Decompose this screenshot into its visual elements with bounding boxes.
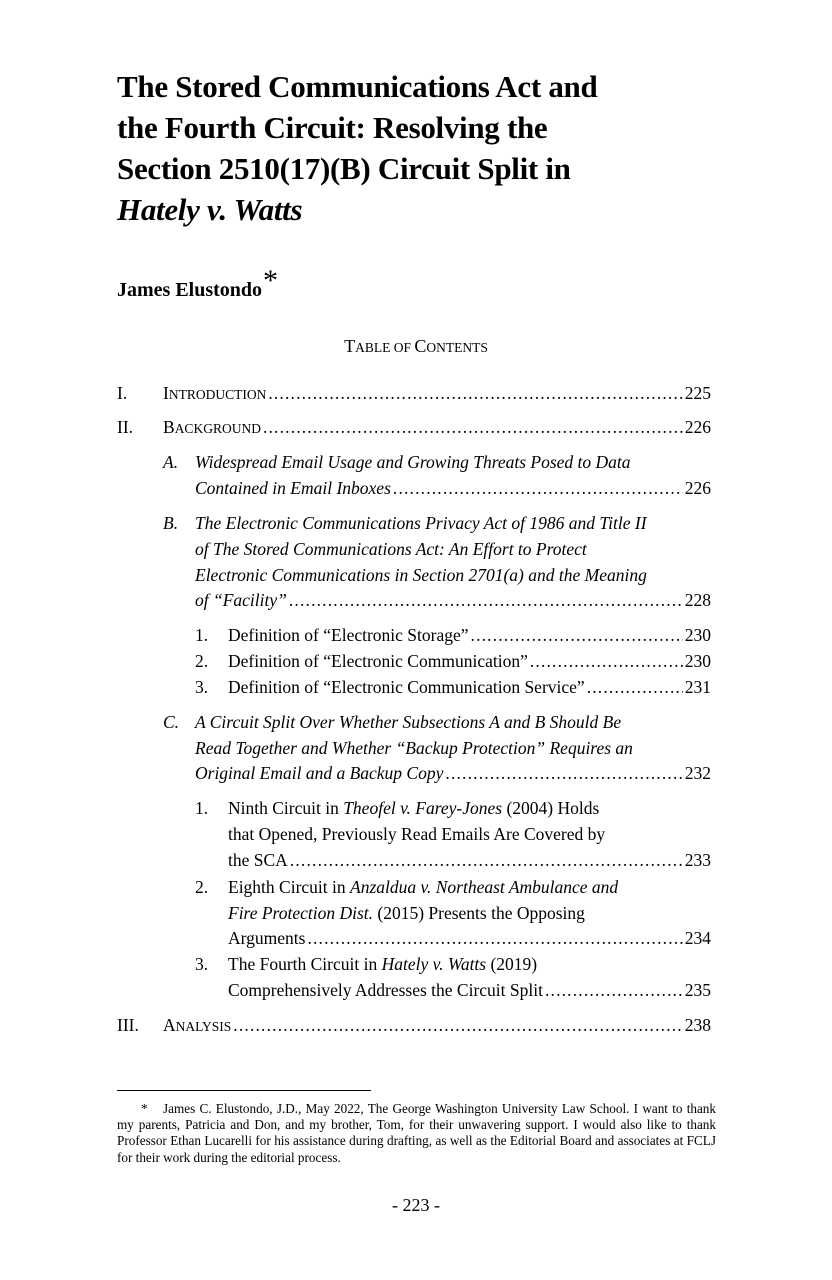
toc-entry-b2[interactable]: Definition of “Electronic Communication” . . . 230 (228, 651, 711, 672)
toc-entry-a-line-1[interactable]: Widespread Email Usage and Growing Threats Posed to Data (195, 452, 631, 472)
dot-leader (307, 928, 682, 949)
toc-item-number: 1. (195, 798, 209, 818)
toc-page-number: 230 (684, 651, 711, 671)
title-line-2: the Fourth Circuit: Resolving the (117, 110, 548, 145)
toc-section-number: I. (117, 383, 128, 403)
page-number: - 223 - (392, 1195, 440, 1215)
title-line-1: The Stored Communications Act and (117, 69, 598, 104)
toc-entry-background[interactable]: BACKGROUND . . . 226 (163, 417, 711, 438)
dot-leader (268, 383, 682, 404)
toc-item-number: 3. (195, 954, 209, 974)
dot-leader (289, 590, 683, 611)
toc-entry-c1-line-2[interactable]: that Opened, Previously Read Emails Are Covered by (228, 824, 606, 844)
toc-page-number: 238 (684, 1015, 711, 1035)
dot-leader (263, 417, 683, 438)
toc-entry-c2-line-2[interactable]: Fire Protection Dist. (2015) Presents the Opposing (228, 903, 585, 923)
dot-leader (545, 980, 683, 1001)
toc-entry-c-line-1[interactable]: A Circuit Split Over Whether Subsections A and B Should Be (195, 712, 622, 732)
author-name: James Elustondo (117, 279, 263, 301)
toc-page-number: 231 (684, 677, 711, 697)
toc-entry-b[interactable]: of “Facility” . . . 228 (195, 590, 711, 611)
toc-entry-c[interactable]: Original Email and a Backup Copy . . . 232 (195, 763, 711, 784)
author-footnote-mark: * (263, 264, 279, 297)
toc-entry-a[interactable]: Contained in Email Inboxes . . . 226 (195, 478, 711, 499)
article-title (117, 66, 757, 230)
toc-page-number: 234 (684, 928, 711, 948)
toc-entry-b-line-3[interactable]: Electronic Communications in Section 2701(a) and the Meaning (195, 565, 647, 585)
toc-entry-c1[interactable]: the SCA . . . 233 (228, 850, 711, 871)
toc-entry-b3[interactable]: Definition of “Electronic Communication Service” . . . 231 (228, 677, 711, 698)
dot-leader (530, 651, 683, 672)
toc-page-number: 233 (684, 850, 711, 870)
toc-heading: TABLE OF CONTENTS (344, 336, 488, 356)
toc-entry-introduction[interactable]: INTRODUCTION . . . 225 (163, 383, 711, 404)
toc-entry-b-line-1[interactable]: The Electronic Communications Privacy Act of 1986 and Title II (195, 513, 647, 533)
toc-page-number: 228 (684, 590, 711, 610)
toc-entry-analysis[interactable]: ANALYSIS . . . 238 (163, 1015, 711, 1036)
author-byline (117, 264, 279, 304)
toc-entry-b1[interactable]: Definition of “Electronic Storage” . . . 230 (228, 625, 711, 646)
dot-leader (587, 677, 683, 698)
dot-leader (445, 763, 682, 784)
toc-entry-c1-line-1[interactable]: Ninth Circuit in Theofel v. Farey-Jones (2004) Holds (228, 798, 600, 818)
dot-leader (233, 1015, 682, 1036)
toc-item-number: 2. (195, 877, 209, 897)
dot-leader (393, 478, 683, 499)
toc-subsection-letter: B. (163, 513, 179, 533)
toc-page-number: 232 (684, 763, 711, 783)
title-line-3: Section 2510(17)(B) Circuit Split in (117, 151, 571, 186)
toc-subsection-letter: A. (163, 452, 179, 472)
toc-entry-b-line-2[interactable]: of The Stored Communications Act: An Effort to Protect (195, 539, 587, 559)
toc-entry-c2[interactable]: Arguments . . . 234 (228, 928, 711, 949)
toc-entry-c-line-2[interactable]: Read Together and Whether “Backup Protection” Requires an (195, 738, 633, 758)
toc-page-number: 226 (684, 478, 711, 498)
toc-subsection-letter: C. (163, 712, 180, 732)
footnote-text: James C. Elustondo, J.D., May 2022, The George Washington University Law School. I want to thank my parents, Patricia and Don, and my brother, Tom, for their unwavering support. I would also like to thank Professor Ethan Lucarelli for his assistance during drafting, as well as the Editorial Board and associates at FCLJ for their work during the editorial process. (117, 1101, 716, 1165)
toc-item-number: 3. (195, 677, 209, 697)
toc-entry-c2-line-1[interactable]: Eighth Circuit in Anzaldua v. Northeast Ambulance and (228, 877, 619, 897)
dot-leader (471, 625, 683, 646)
dot-leader (290, 850, 683, 871)
toc-section-number: III. (117, 1015, 139, 1035)
footnote (117, 1101, 716, 1166)
toc-item-number: 2. (195, 651, 209, 671)
toc-page-number: 230 (684, 625, 711, 645)
toc-page-number: 225 (684, 383, 711, 403)
footnote-mark: * (141, 1101, 148, 1116)
toc-section-number: II. (117, 417, 134, 437)
toc-entry-c3-line-1[interactable]: The Fourth Circuit in Hately v. Watts (2019) (228, 954, 538, 974)
toc-item-number: 1. (195, 625, 209, 645)
toc-page-number: 235 (684, 980, 711, 1000)
toc-entry-c3[interactable]: Comprehensively Addresses the Circuit Split . . . 235 (228, 980, 711, 1001)
footnote-separator (117, 1090, 371, 1091)
title-line-4: Hately v. Watts (117, 192, 303, 227)
toc-page-number: 226 (684, 417, 711, 437)
